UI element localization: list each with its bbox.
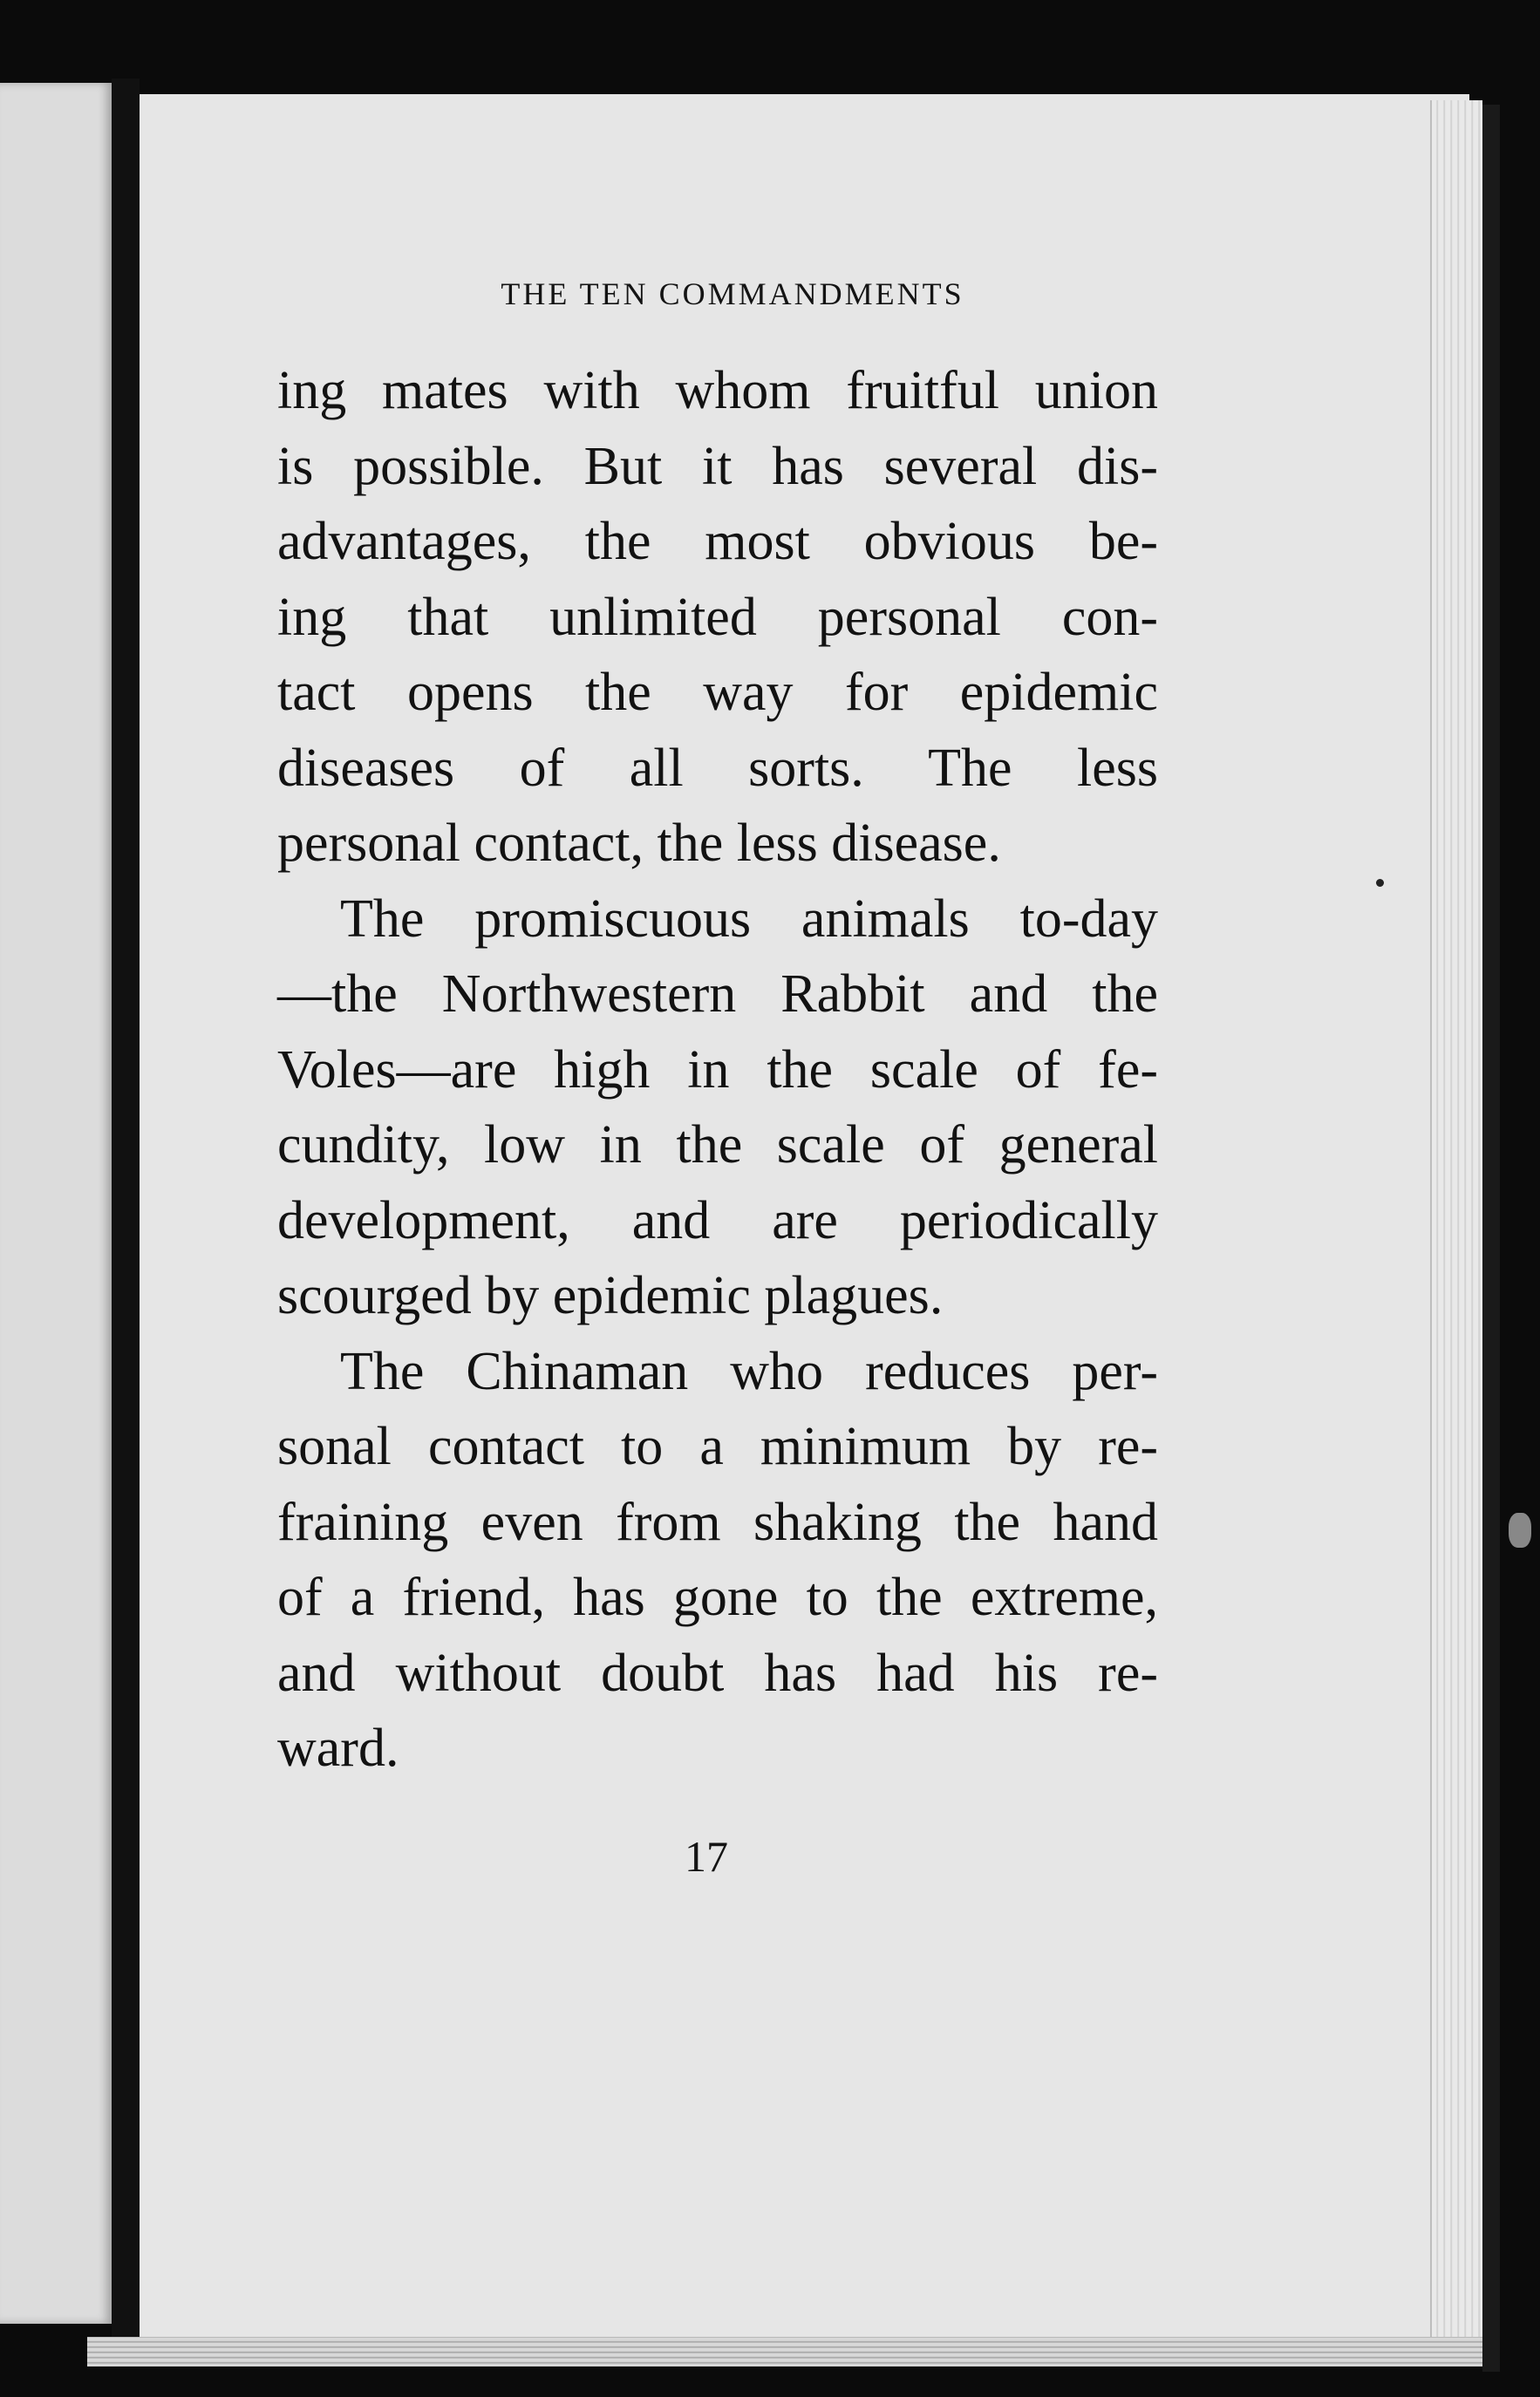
text-line: The promiscuous animals to-day bbox=[340, 889, 1158, 949]
text-line: personal contact, the less disease. bbox=[277, 814, 1001, 873]
text-line: and without doubt has had his re- bbox=[277, 1643, 1158, 1703]
running-head: THE TEN COMMANDMENTS bbox=[501, 276, 964, 311]
text-line: development, and are periodically bbox=[277, 1190, 1158, 1250]
text-line: —the Northwestern Rabbit and the bbox=[277, 964, 1158, 1024]
text-line: tact opens the way for epidemic bbox=[277, 663, 1158, 722]
facing-page-edge bbox=[0, 83, 113, 2324]
text-line: is possible. But it has several dis- bbox=[277, 436, 1158, 496]
text-line: scourged by epidemic plagues. bbox=[277, 1266, 944, 1325]
text-line: fraining even from shaking the hand bbox=[277, 1492, 1158, 1552]
page-bottom-edge bbox=[87, 2337, 1482, 2366]
text-line: diseases of all sorts. The less bbox=[277, 738, 1158, 798]
page-stack-edge bbox=[1430, 100, 1482, 2359]
text-line: advantages, the most obvious be- bbox=[277, 512, 1158, 571]
text-line: sonal contact to a minimum by re- bbox=[277, 1417, 1158, 1476]
text-line: The Chinaman who reduces per- bbox=[340, 1341, 1158, 1401]
scan-speck bbox=[1376, 879, 1384, 887]
body-text bbox=[277, 353, 1158, 1787]
scan-speck bbox=[1509, 1513, 1531, 1548]
page-number: 17 bbox=[685, 1832, 728, 1881]
text-line: ward. bbox=[277, 1719, 399, 1778]
text-line: cundity, low in the scale of general bbox=[277, 1115, 1158, 1175]
text-line: of a friend, has gone to the extreme, bbox=[277, 1568, 1158, 1627]
text-line: ing that unlimited personal con- bbox=[277, 587, 1158, 647]
book-gutter bbox=[112, 78, 140, 2346]
text-line: ing mates with whom fruitful union bbox=[277, 361, 1158, 420]
text-line: Voles—are high in the scale of fe- bbox=[277, 1039, 1158, 1100]
book-cover-edge bbox=[1482, 105, 1500, 2372]
